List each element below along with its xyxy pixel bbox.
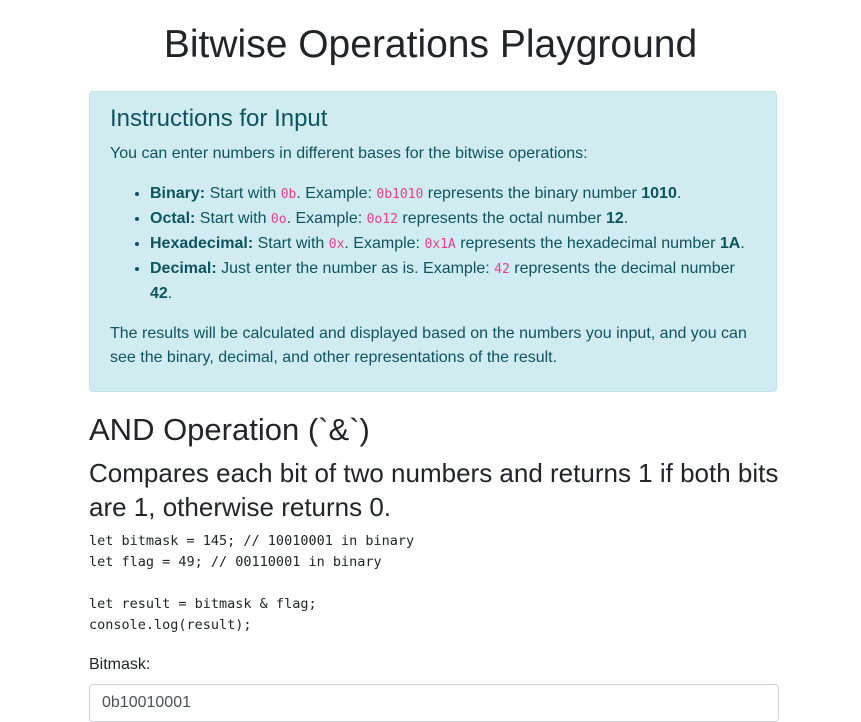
prefix-code: 0o xyxy=(270,212,287,227)
example-value: 12 xyxy=(606,210,624,227)
instruction-item-decimal: • Decimal: Just enter the number as is. Example: 42 represents the decimal number 42. xyxy=(150,257,756,306)
instruction-label: Binary: xyxy=(150,185,206,202)
and-section-description: Compares each bit of two numbers and returns 1 if both bits are 1, otherwise returns 0. xyxy=(89,458,779,522)
prefix-code: 0x xyxy=(328,237,345,252)
page-title: Bitwise Operations Playground xyxy=(163,23,698,66)
example-code: 0x1A xyxy=(424,237,456,252)
example-code: 0o12 xyxy=(366,212,398,227)
example-code: 0b1010 xyxy=(376,187,424,202)
instruction-item-binary: • Binary: Start with 0b. Example: 0b1010 represents the binary number 1010. xyxy=(150,182,756,207)
instructions-heading: Instructions for Input xyxy=(110,105,328,132)
example-value: 1A xyxy=(719,235,741,252)
example-value: 42 xyxy=(150,285,168,302)
instructions-alert xyxy=(89,91,777,392)
instruction-label: Decimal: xyxy=(150,260,217,277)
instruction-item-octal: • Octal: Start with 0o. Example: 0o12 represents the octal number 12. xyxy=(150,207,756,232)
and-section-title: AND Operation (`&`) xyxy=(89,412,370,447)
instruction-item-hexadecimal: • Hexadecimal: Start with 0x. Example: 0x1A represents the hexadecimal number 1A. xyxy=(150,232,756,257)
and-code-example: let bitmask = 145; // 10010001 in binary let flag = 49; // 00110001 in binary let result = bitmask & flag; console.log(result); xyxy=(89,533,415,633)
bitmask-input[interactable] xyxy=(89,684,779,722)
instruction-label: Octal: xyxy=(150,210,196,227)
prefix-code: 0b xyxy=(280,187,297,202)
bitmask-label: Bitmask: xyxy=(89,656,151,673)
instruction-label: Hexadecimal: xyxy=(150,235,254,252)
example-code: 42 xyxy=(494,262,510,277)
instructions-list xyxy=(110,182,756,306)
instructions-outro: The results will be calculated and displayed based on the numbers you input, and you can see the binary, decimal, and other representations of the result. xyxy=(110,325,747,366)
instructions-intro: You can enter numbers in different bases for the bitwise operations: xyxy=(110,145,588,162)
example-value: 1010 xyxy=(641,185,677,202)
